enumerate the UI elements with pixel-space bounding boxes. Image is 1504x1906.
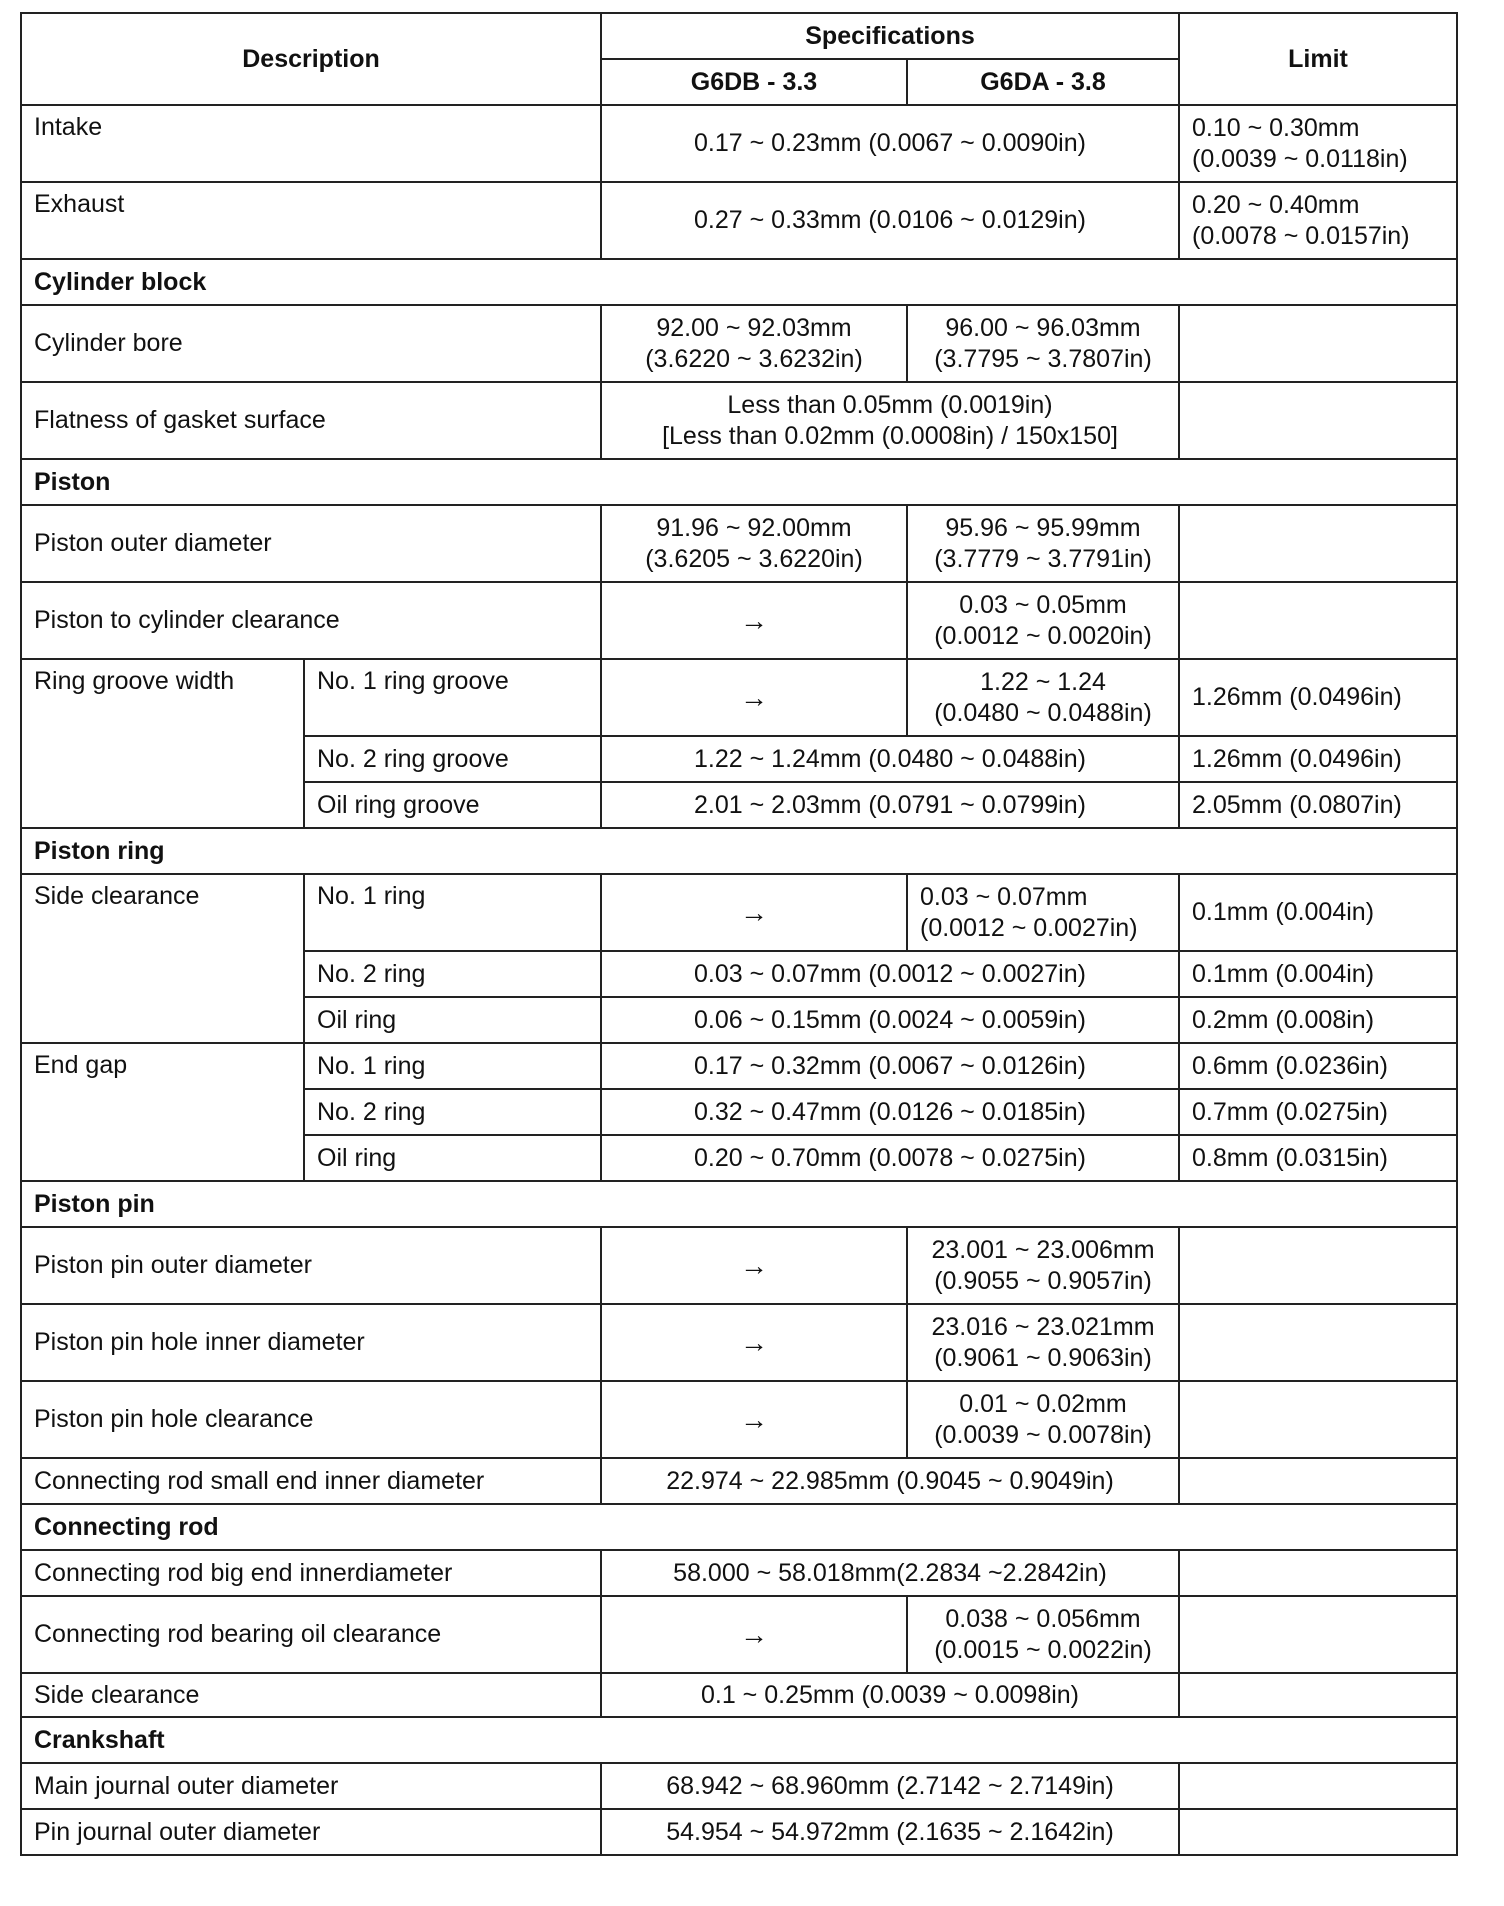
- header-specifications: Specifications: [601, 13, 1179, 59]
- spec-value: 2.01 ~ 2.03mm (0.0791 ~ 0.0799in): [601, 782, 1179, 828]
- section-title: Crankshaft: [21, 1717, 1457, 1763]
- g6da-value: 95.96 ~ 95.99mm (3.7779 ~ 3.7791in): [907, 505, 1179, 582]
- sub-label: No. 1 ring groove: [304, 659, 601, 736]
- table-row: [21, 505, 1457, 582]
- sub-label: Oil ring: [304, 997, 601, 1043]
- row-label: Main journal outer diameter: [21, 1763, 601, 1809]
- row-label: Piston pin hole inner diameter: [21, 1304, 601, 1381]
- same-as-arrow: →: [601, 582, 907, 659]
- limit-value: [1179, 1673, 1457, 1717]
- row-label: Pin journal outer diameter: [21, 1809, 601, 1855]
- same-as-arrow: →: [601, 874, 907, 951]
- limit-value: 1.26mm (0.0496in): [1179, 736, 1457, 782]
- limit-value: [1179, 305, 1457, 382]
- row-label: Flatness of gasket surface: [21, 382, 601, 459]
- section-row: [21, 1717, 1457, 1763]
- limit-value: [1179, 1763, 1457, 1809]
- row-label: Side clearance: [21, 874, 304, 1043]
- table-row: [21, 1381, 1457, 1458]
- table-row: [21, 874, 1457, 951]
- row-label: Piston pin hole clearance: [21, 1381, 601, 1458]
- limit-value: 0.6mm (0.0236in): [1179, 1043, 1457, 1089]
- limit-value: 0.7mm (0.0275in): [1179, 1089, 1457, 1135]
- row-label: Side clearance: [21, 1673, 601, 1717]
- table-row: [21, 659, 1457, 736]
- spec-value: 68.942 ~ 68.960mm (2.7142 ~ 2.7149in): [601, 1763, 1179, 1809]
- limit-value: [1179, 1550, 1457, 1596]
- section-title: Cylinder block: [21, 259, 1457, 305]
- row-label: Ring groove width: [21, 659, 304, 828]
- row-label: Cylinder bore: [21, 305, 601, 382]
- g6db-value: 92.00 ~ 92.03mm (3.6220 ~ 3.6232in): [601, 305, 907, 382]
- g6da-value: 0.03 ~ 0.07mm (0.0012 ~ 0.0027in): [907, 874, 1179, 951]
- sub-label: No. 1 ring: [304, 874, 601, 951]
- section-row: [21, 459, 1457, 505]
- limit-value: [1179, 505, 1457, 582]
- table-row: [21, 1596, 1457, 1673]
- table-row: [21, 182, 1457, 259]
- spec-value: Less than 0.05mm (0.0019in) [Less than 0.02mm (0.0008in) / 150x150]: [601, 382, 1179, 459]
- same-as-arrow: →: [601, 659, 907, 736]
- sub-label: No. 1 ring: [304, 1043, 601, 1089]
- row-label: End gap: [21, 1043, 304, 1181]
- table-row: [21, 1809, 1457, 1855]
- spec-value: 22.974 ~ 22.985mm (0.9045 ~ 0.9049in): [601, 1458, 1179, 1504]
- spec-value: 0.06 ~ 0.15mm (0.0024 ~ 0.0059in): [601, 997, 1179, 1043]
- same-as-arrow: →: [601, 1596, 907, 1673]
- limit-value: [1179, 1304, 1457, 1381]
- g6da-value: 1.22 ~ 1.24 (0.0480 ~ 0.0488in): [907, 659, 1179, 736]
- row-label: Intake: [21, 105, 601, 182]
- spec-value: 54.954 ~ 54.972mm (2.1635 ~ 2.1642in): [601, 1809, 1179, 1855]
- spec-value: 0.32 ~ 0.47mm (0.0126 ~ 0.0185in): [601, 1089, 1179, 1135]
- limit-value: 0.2mm (0.008in): [1179, 997, 1457, 1043]
- same-as-arrow: →: [601, 1304, 907, 1381]
- sub-label: Oil ring groove: [304, 782, 601, 828]
- spec-value: 0.03 ~ 0.07mm (0.0012 ~ 0.0027in): [601, 951, 1179, 997]
- section-row: [21, 259, 1457, 305]
- header-description: Description: [21, 13, 601, 105]
- limit-value: [1179, 1381, 1457, 1458]
- spec-value: 0.27 ~ 0.33mm (0.0106 ~ 0.0129in): [601, 182, 1179, 259]
- g6da-value: 23.001 ~ 23.006mm (0.9055 ~ 0.9057in): [907, 1227, 1179, 1304]
- limit-value: [1179, 1227, 1457, 1304]
- sub-label: Oil ring: [304, 1135, 601, 1181]
- limit-value: 1.26mm (0.0496in): [1179, 659, 1457, 736]
- table-row: [21, 1458, 1457, 1504]
- section-row: [21, 1181, 1457, 1227]
- row-label: Connecting rod small end inner diameter: [21, 1458, 601, 1504]
- limit-value: 0.1mm (0.004in): [1179, 951, 1457, 997]
- spec-value: 0.20 ~ 0.70mm (0.0078 ~ 0.0275in): [601, 1135, 1179, 1181]
- g6da-value: 23.016 ~ 23.021mm (0.9061 ~ 0.9063in): [907, 1304, 1179, 1381]
- table-row: [21, 1227, 1457, 1304]
- limit-value: 0.1mm (0.004in): [1179, 874, 1457, 951]
- spec-value: 0.1 ~ 0.25mm (0.0039 ~ 0.0098in): [601, 1673, 1179, 1717]
- limit-value: [1179, 1596, 1457, 1673]
- limit-value: [1179, 382, 1457, 459]
- limit-value: 0.8mm (0.0315in): [1179, 1135, 1457, 1181]
- limit-value: [1179, 1809, 1457, 1855]
- sub-label: No. 2 ring: [304, 1089, 601, 1135]
- section-title: Piston ring: [21, 828, 1457, 874]
- section-title: Piston pin: [21, 1181, 1457, 1227]
- table-row: [21, 1550, 1457, 1596]
- table-row: [21, 1304, 1457, 1381]
- row-label: Exhaust: [21, 182, 601, 259]
- table-row: [21, 582, 1457, 659]
- limit-value: 0.20 ~ 0.40mm (0.0078 ~ 0.0157in): [1179, 182, 1457, 259]
- spec-value: 0.17 ~ 0.32mm (0.0067 ~ 0.0126in): [601, 1043, 1179, 1089]
- same-as-arrow: →: [601, 1381, 907, 1458]
- limit-value: 2.05mm (0.0807in): [1179, 782, 1457, 828]
- section-row: [21, 828, 1457, 874]
- spec-value: 1.22 ~ 1.24mm (0.0480 ~ 0.0488in): [601, 736, 1179, 782]
- row-label: Piston to cylinder clearance: [21, 582, 601, 659]
- table-row: [21, 1763, 1457, 1809]
- same-as-arrow: →: [601, 1227, 907, 1304]
- g6da-value: 0.038 ~ 0.056mm (0.0015 ~ 0.0022in): [907, 1596, 1179, 1673]
- table-row: [21, 1043, 1457, 1089]
- limit-value: [1179, 582, 1457, 659]
- table-row: [21, 382, 1457, 459]
- spec-table: [20, 12, 1458, 1856]
- g6db-value: 91.96 ~ 92.00mm (3.6205 ~ 3.6220in): [601, 505, 907, 582]
- sub-label: No. 2 ring: [304, 951, 601, 997]
- table-row: [21, 105, 1457, 182]
- section-title: Piston: [21, 459, 1457, 505]
- g6da-value: 0.03 ~ 0.05mm (0.0012 ~ 0.0020in): [907, 582, 1179, 659]
- row-label: Connecting rod bearing oil clearance: [21, 1596, 601, 1673]
- spec-value: 0.17 ~ 0.23mm (0.0067 ~ 0.0090in): [601, 105, 1179, 182]
- sub-label: No. 2 ring groove: [304, 736, 601, 782]
- limit-value: 0.10 ~ 0.30mm (0.0039 ~ 0.0118in): [1179, 105, 1457, 182]
- g6da-value: 0.01 ~ 0.02mm (0.0039 ~ 0.0078in): [907, 1381, 1179, 1458]
- header-g6da: G6DA - 3.8: [907, 59, 1179, 105]
- header-limit: Limit: [1179, 13, 1457, 105]
- table-row: [21, 1673, 1457, 1717]
- row-label: Piston outer diameter: [21, 505, 601, 582]
- g6da-value: 96.00 ~ 96.03mm (3.7795 ~ 3.7807in): [907, 305, 1179, 382]
- spec-value: 58.000 ~ 58.018mm(2.2834 ~2.2842in): [601, 1550, 1179, 1596]
- section-row: [21, 1504, 1457, 1550]
- table-row: [21, 305, 1457, 382]
- section-title: Connecting rod: [21, 1504, 1457, 1550]
- row-label: Connecting rod big end innerdiameter: [21, 1550, 601, 1596]
- header-g6db: G6DB - 3.3: [601, 59, 907, 105]
- row-label: Piston pin outer diameter: [21, 1227, 601, 1304]
- limit-value: [1179, 1458, 1457, 1504]
